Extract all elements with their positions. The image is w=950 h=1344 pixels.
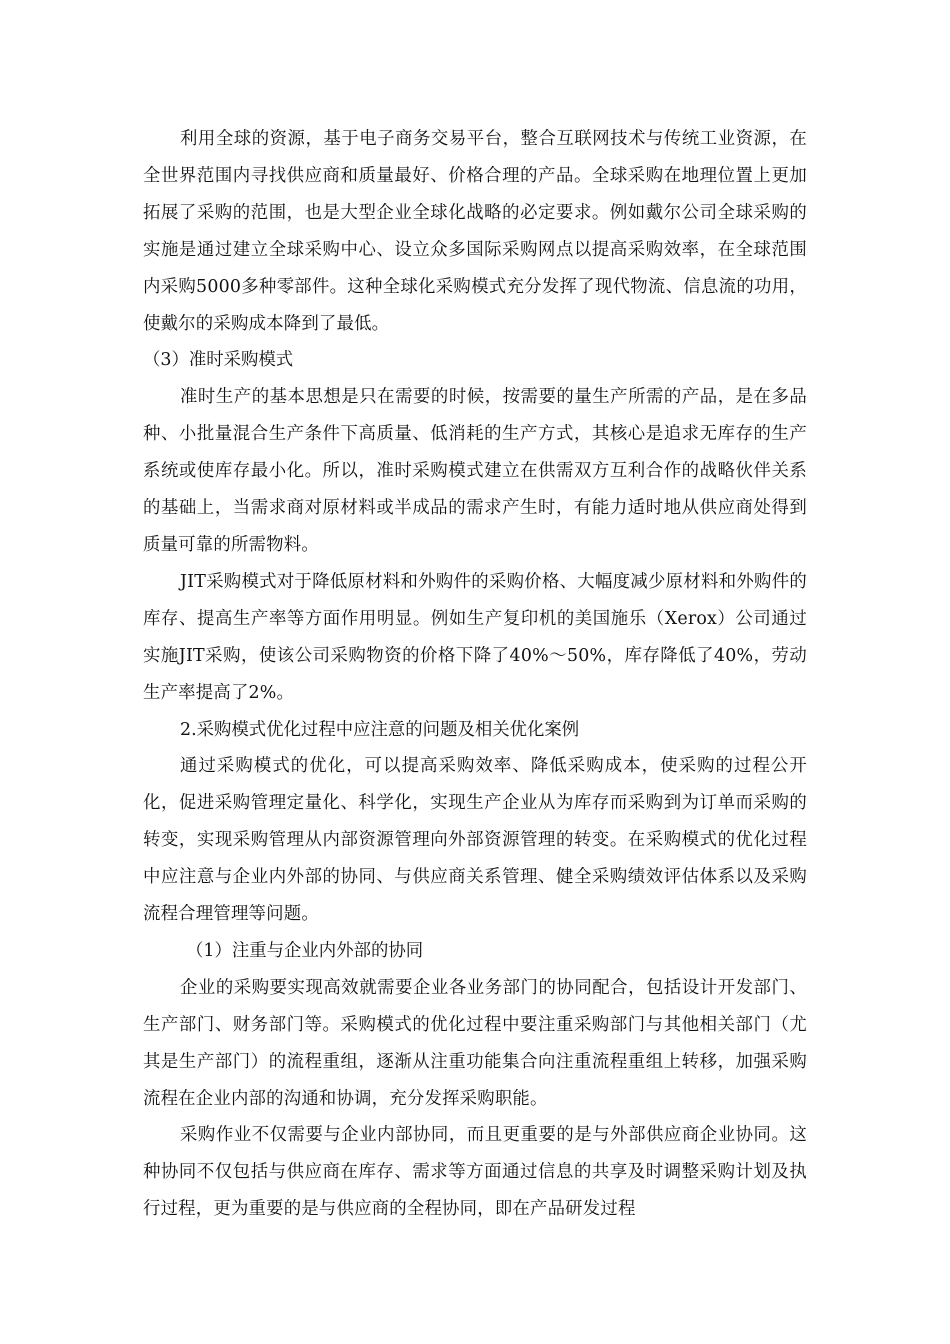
paragraph-global-sourcing: 利用全球的资源，基于电子商务交易平台，整合互联网技术与传统工业资源，在全世界范围内寻找供应商和质量最好、价格合理的产品。全球采购在地理位置上更加拓展了采购的范围，也是大型企业全球化战略的必定要求。例如戴尔公司全球采购的实施是通过建立全球采购中心、设立众多国际采购网点以提高采购效率，在全球范围内采购5000多种零部件。这种全球化采购模式充分发挥了现代物流、信息流的功用，使戴尔的采购成本降到了最低。 [143,129,807,334]
paragraph-optimization-benefits: 通过采购模式的优化，可以提高采购效率、降低采购成本，使采购的过程公开化，促进采购管理定量化、科学化，实现生产企业从为库存而采购到为订单而采购的转变，实现采购管理从内部资源管理向外部资源管理的转变。在采购模式的优化过程中应注意与企业内外部的协同、与供应商关系管理、健全采购绩效评估体系以及采购流程合理管理等问题。 [143,756,807,925]
paragraph-jit-principle: 准时生产的基本思想是只在需要的时候，按需要的量生产所需的产品，是在多品种、小批量混合生产条件下高质量、低消耗的生产方式，其核心是追求无库存的生产系统或使库存最小化。所以，准时采购模式建立在供需双方互利合作的战略伙伴关系的基础上，当需求商对原材料或半成品的需求产生时，有能力适时地从供应商处得到质量可靠的所需物料。 [143,387,807,555]
paragraph-external-coordination: 采购作业不仅需要与企业内部协同，而且更重要的是与外部供应商企业协同。这种协同不仅包括与供应商在库存、需求等方面通过信息的共享及时调整采购计划及执行过程，更为重要的是与供应商的全程协同，即在产品研发过程 [143,1125,807,1220]
paragraph-jit-effect: JIT采购模式对于降低原材料和外购件的采购价格、大幅度减少原材料和外购件的库存、提高生产率等方面作用明显。例如生产复印机的美国施乐（Xerox）公司通过实施JIT采购，使该公司采购物资的价格下降了40%～50%，库存降低了40%，劳动生产率提高了2%。 [143,571,807,703]
document-page [143,121,807,1228]
heading-jit-mode: （3）准时采购模式 [143,350,294,371]
paragraph-internal-coordination: 企业的采购要实现高效就需要企业各业务部门的协同配合，包括设计开发部门、生产部门、财务部门等。采购模式的优化过程中要注重采购部门与其他相关部门（尤其是生产部门）的流程重组，逐渐从注重功能集合向注重流程重组上转移，加强采购流程在企业内部的沟通和协调，充分发挥采购职能。 [143,977,807,1109]
heading-internal-external-coordination: （1）注重与企业内外部的协同 [186,940,424,961]
heading-optimization-issues: 2.采购模式优化过程中应注意的问题及相关优化案例 [180,719,580,740]
